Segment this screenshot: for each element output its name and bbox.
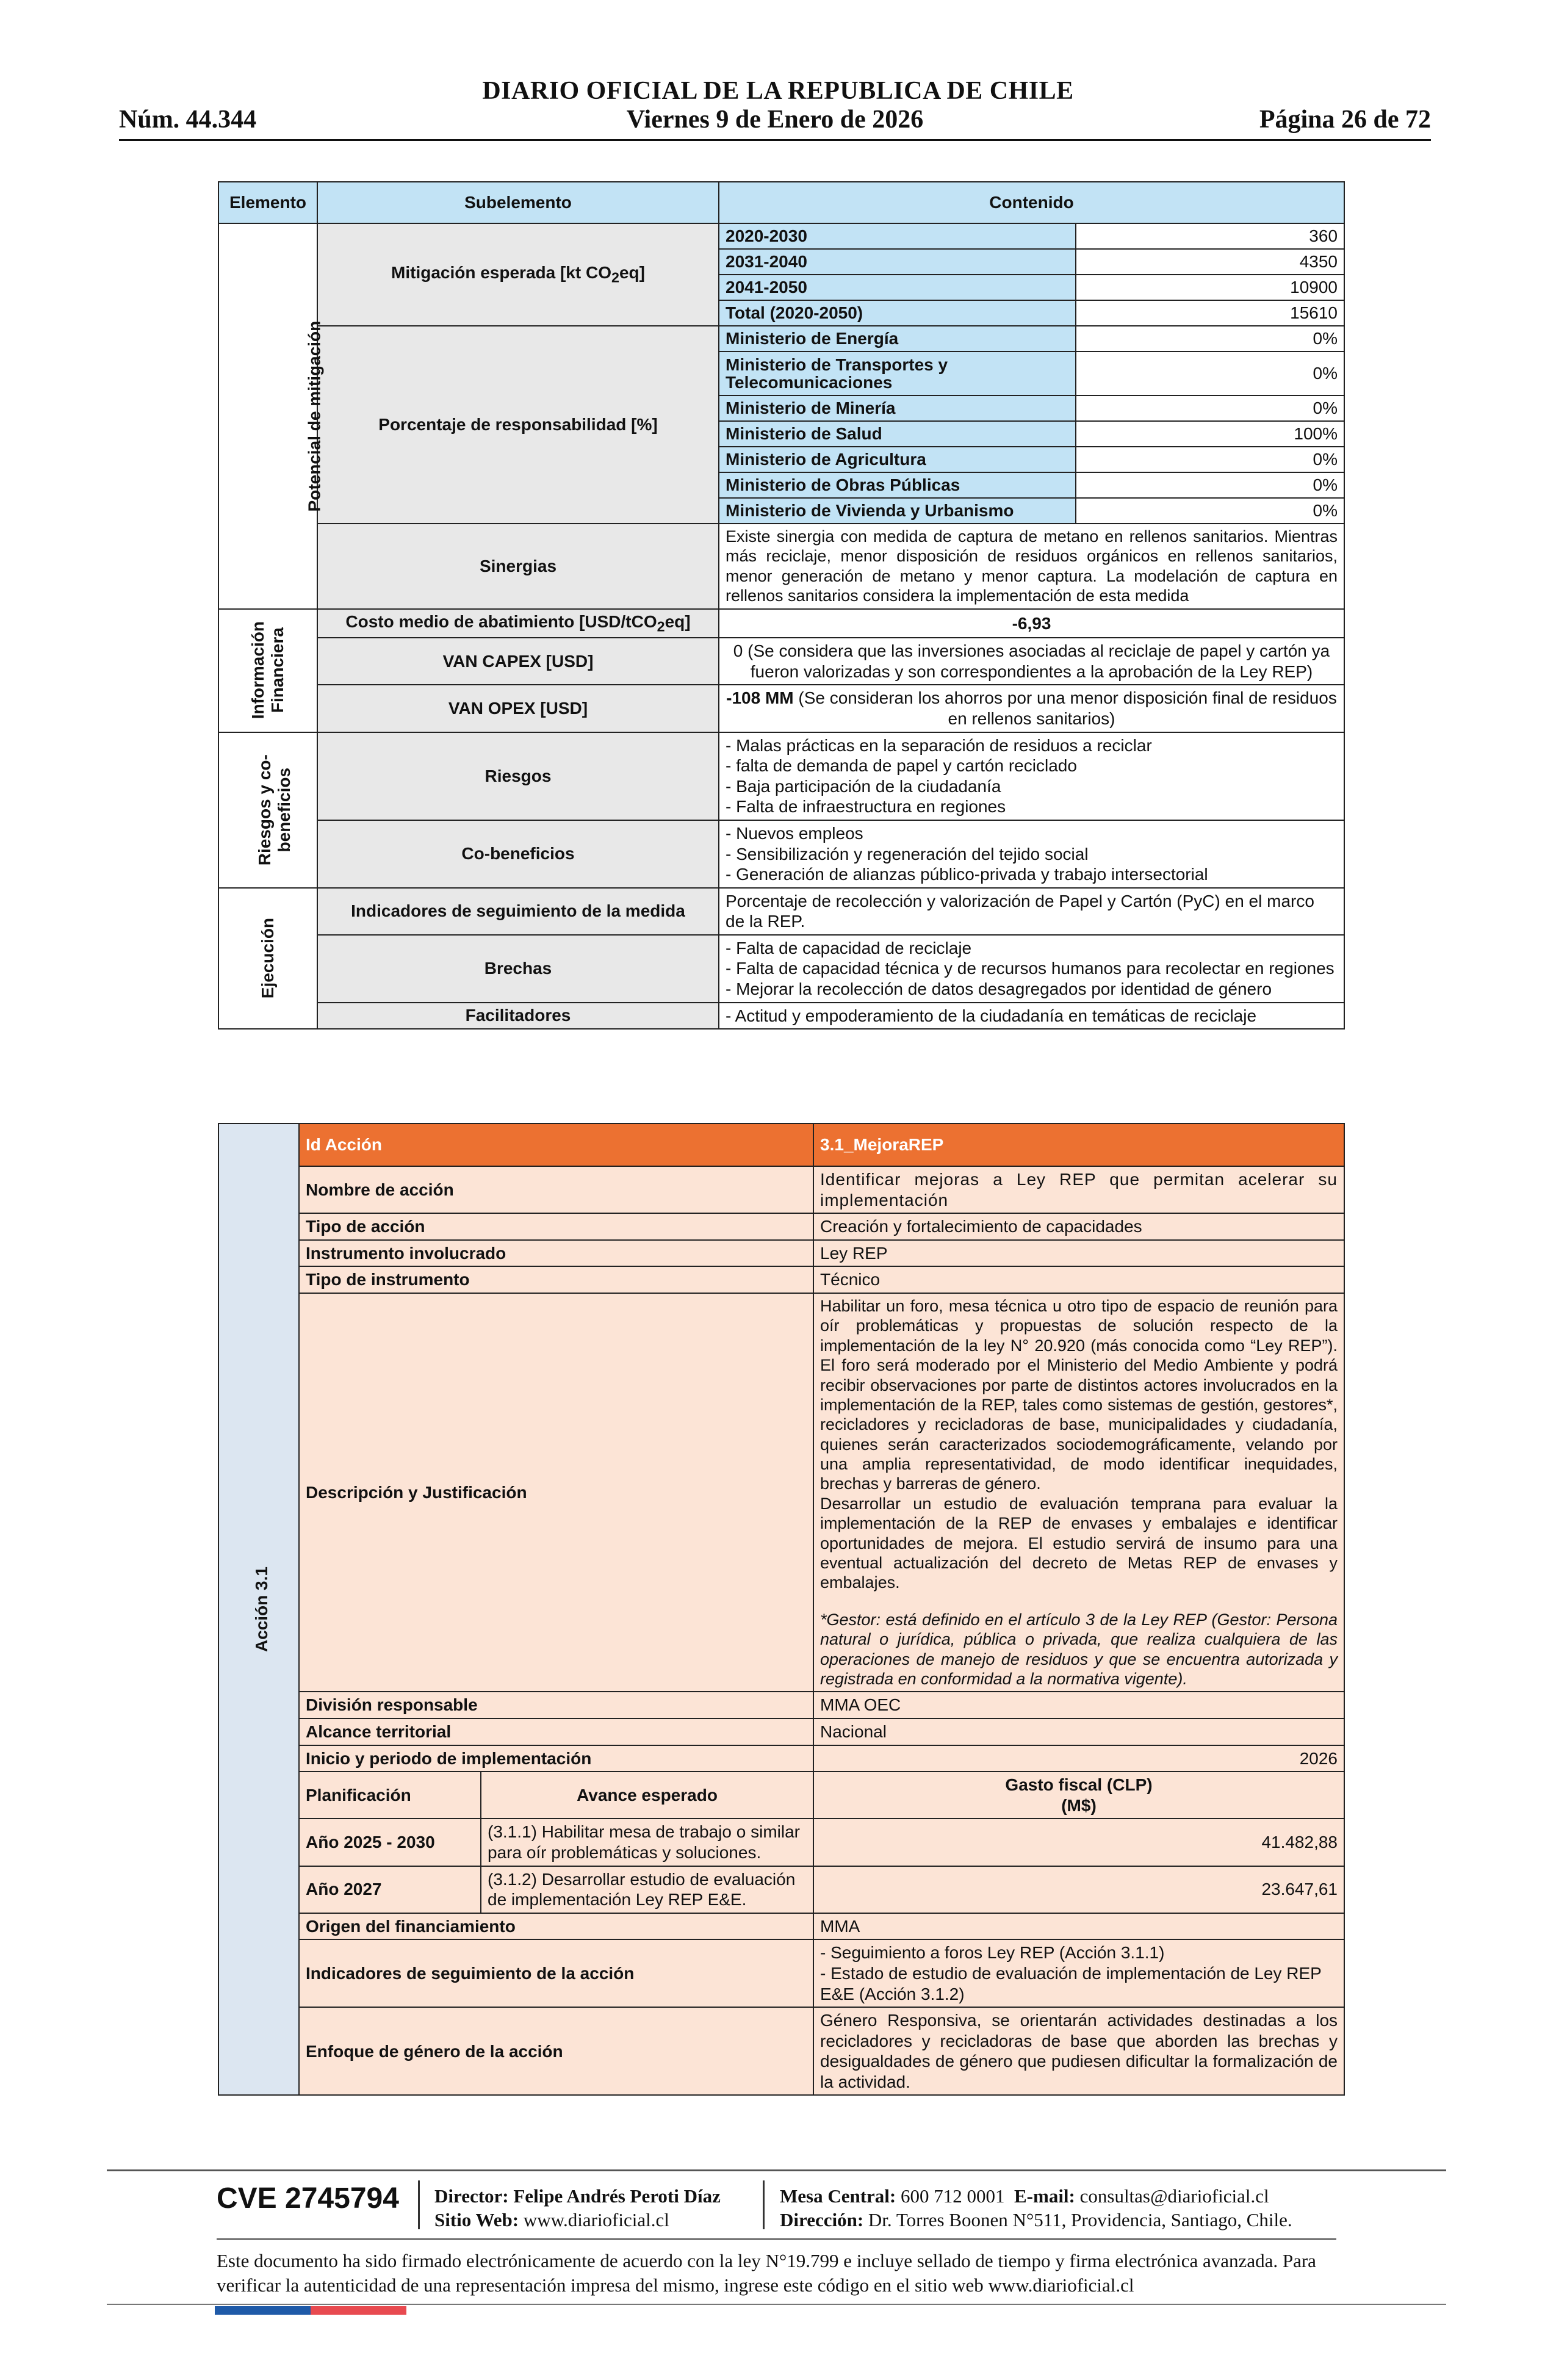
period-value: 360 — [1076, 223, 1344, 249]
table-row — [218, 1819, 1344, 1866]
row-label: Enfoque de género de la acción — [299, 2007, 813, 2095]
table-row — [218, 1166, 1344, 1213]
row-label: Tipo de instrumento — [299, 1266, 813, 1293]
list-item: - Falta de capacidad de reciclaje — [726, 938, 972, 957]
flag-bar-blue — [215, 2306, 311, 2315]
header-row — [119, 105, 1431, 135]
row-label: Nombre de acción — [299, 1166, 813, 1213]
table-row — [218, 1123, 1344, 1166]
footer-rule — [107, 2304, 1446, 2305]
period-value: 4350 — [1076, 249, 1344, 275]
table-row — [218, 638, 1344, 685]
footer-contact: Mesa Central: 600 712 0001 E-mail: consultas@diarioficial.cl Dirección: Dr. Torres Boonen N°511, Providencia, Santiago, Chile. — [780, 2185, 1292, 2230]
descripcion-text — [813, 1293, 1344, 1692]
period-label: 2020-2030 — [719, 223, 1076, 249]
row-value: Género Responsiva, se orientarán actividades destinadas a los recicladores y recicladoras de base que aborden las brechas y desigualdades de género que pudiesen dificultar la formalización de la actividad. — [813, 2007, 1344, 2095]
group-ejecucion — [218, 888, 317, 1030]
group-label: Ejecución — [258, 918, 277, 999]
planificacion-label: Planificación — [299, 1772, 481, 1819]
row-value: Creación y fortalecimiento de capacidades — [813, 1213, 1344, 1240]
ministry-value: 0% — [1076, 447, 1344, 472]
table-row — [218, 1718, 1344, 1745]
row-value: 2026 — [813, 1745, 1344, 1772]
footer-divider — [418, 2180, 420, 2229]
header-rule — [119, 139, 1431, 141]
row-label: Alcance territorial — [299, 1718, 813, 1745]
id-accion-value: 3.1_MejoraREP — [813, 1123, 1344, 1166]
plan-avance: (3.1.2) Desarrollar estudio de evaluación de implementación Ley REP E&E. — [481, 1866, 813, 1913]
plan-gasto: 41.482,88 — [813, 1819, 1344, 1866]
issue-date: Viernes 9 de Enero de 2026 — [626, 106, 924, 134]
website-link[interactable]: www.diarioficial.cl — [523, 2209, 669, 2230]
table-row — [218, 888, 1344, 935]
row-label: Inicio y periodo de implementación — [299, 1745, 813, 1772]
action-label: Acción 3.1 — [251, 1567, 271, 1653]
plan-avance: (3.1.1) Habilitar mesa de trabajo o similar para oír problemáticas y soluciones. — [481, 1819, 813, 1866]
ministry-label: Ministerio de Obras Públicas — [719, 472, 1076, 498]
newspaper-title: DIARIO OFICIAL DE LA REPUBLICA DE CHILE — [482, 77, 1074, 105]
plan-year: Año 2025 - 2030 — [299, 1819, 481, 1866]
row-value: Identificar mejoras a Ley REP que permitan acelerar su implementación — [813, 1166, 1344, 1213]
row-label: División responsable — [299, 1692, 813, 1718]
cve-code: CVE 2745794 — [217, 2182, 399, 2215]
ministry-value: 0% — [1076, 352, 1344, 395]
sinergias-text: Existe sinergia con medida de captura de metano en rellenos sanitarios. Mientras más reciclaje, menor disposición de residuos orgánicos en rellenos sanitarios, menor generación de metano y menor captura. La modelación de captura en rellenos sanitarios considera la implementación de esta medida — [719, 524, 1344, 609]
sub-cobeneficios: Co-beneficios — [317, 820, 719, 888]
table-row — [218, 1240, 1344, 1267]
descripcion-note: *Gestor: está definido en el artículo 3 de la Ley REP (Gestor: Persona natural o jurídica, pública o privada, que realiza cualquiera de las operaciones de manejo de residuos y que se encuentra autorizada y registrada en conformidad a la normativa vigente). — [820, 1610, 1338, 1688]
table-row — [218, 609, 1344, 638]
ministry-value: 0% — [1076, 472, 1344, 498]
costo-value: -6,93 — [719, 609, 1344, 638]
row-value: Nacional — [813, 1718, 1344, 1745]
ministry-label: Ministerio de Salud — [719, 421, 1076, 447]
list-item: - Baja participación de la ciudadanía — [726, 776, 1001, 796]
footer-rule — [107, 2169, 1446, 2171]
table-row — [218, 732, 1344, 820]
row-label: Instrumento involucrado — [299, 1240, 813, 1267]
sub-riesgos: Riesgos — [317, 732, 719, 820]
table-row — [218, 1913, 1344, 1940]
list-item: - falta de demanda de papel y cartón reciclado — [726, 756, 1077, 776]
period-label: Total (2020-2050) — [719, 300, 1076, 326]
action-table — [218, 1123, 1345, 2096]
list-item: - Malas prácticas en la separación de residuos a reciclar — [726, 735, 1152, 755]
issue-number: Núm. 44.344 — [119, 106, 257, 134]
footer-rule — [217, 2238, 1336, 2240]
table-row — [218, 1293, 1344, 1692]
row-value: Ley REP — [813, 1240, 1344, 1267]
action-side-label — [218, 1123, 299, 2095]
footer-note: Este documento ha sido firmado electrónicamente de acuerdo con la ley N°19.799 e incluye sellado de tiempo y firma electrónica avanzada. Para verificar la autenticidad de una representación impresa del mismo, ingrese este código en el sitio web www.diarioficial.cl — [217, 2250, 1316, 2296]
riesgos-list — [719, 732, 1344, 820]
avance-label: Avance esperado — [481, 1772, 813, 1819]
measure-table — [218, 181, 1345, 1030]
page-indicator: Página 26 de 72 — [1259, 106, 1431, 134]
sub-costo: Costo medio de abatimiento [USD/tCO$_2$eq] — [317, 609, 719, 638]
table-header-row — [218, 182, 1344, 223]
period-label: 2031-2040 — [719, 249, 1076, 275]
list-item: - Seguimiento a foros Ley REP (Acción 3.1.1) — [820, 1943, 1165, 1963]
period-value: 10900 — [1076, 275, 1344, 300]
sub-van-opex: VAN OPEX [USD] — [317, 685, 719, 732]
sub-van-capex: VAN CAPEX [USD] — [317, 638, 719, 685]
list-item: - Generación de alianzas público-privada y trabajo intersectorial — [726, 865, 1208, 884]
row-label: Origen del financiamiento — [299, 1913, 813, 1940]
sub-sinergias: Sinergias — [317, 524, 719, 609]
period-value: 15610 — [1076, 300, 1344, 326]
ministry-label: Ministerio de Agricultura — [719, 447, 1076, 472]
table-row — [218, 2007, 1344, 2095]
sub-brechas: Brechas — [317, 935, 719, 1003]
table-row — [218, 1745, 1344, 1772]
id-accion-label: Id Acción — [299, 1123, 813, 1166]
email-link[interactable]: consultas@diarioficial.cl — [1079, 2185, 1269, 2207]
ministry-value: 100% — [1076, 421, 1344, 447]
table-row — [218, 685, 1344, 732]
footer-divider — [763, 2180, 765, 2229]
table-row — [218, 326, 1344, 352]
cobeneficios-list — [719, 820, 1344, 888]
group-financiera — [218, 609, 317, 732]
table-row — [218, 1692, 1344, 1718]
row-label: Indicadores de seguimiento de la acción — [299, 1939, 813, 2007]
table-row — [218, 935, 1344, 1003]
list-item: - Mejorar la recolección de datos desagregados por identidad de género — [726, 979, 1272, 999]
brechas-list — [719, 935, 1344, 1003]
period-label: 2041-2050 — [719, 275, 1076, 300]
list-item: - Falta de infraestructura en regiones — [726, 797, 1006, 817]
van-opex-text: -108 MM (Se consideran los ahorros por una menor disposición final de residuos en rellenos sanitarios) — [719, 685, 1344, 732]
group-potencial — [218, 223, 324, 609]
row-value: MMA — [813, 1913, 1344, 1940]
group-label: Riesgos y co- beneficios — [254, 754, 294, 866]
table-row — [218, 1213, 1344, 1240]
list-item: - Falta de capacidad técnica y de recursos humanos para recolectar en regiones — [726, 959, 1334, 978]
indicadores-text: Porcentaje de recolección y valorización de Papel y Cartón (PyC) en el marco de la REP. — [719, 888, 1344, 935]
col-header-contenido: Contenido — [719, 182, 1344, 223]
row-label: Tipo de acción — [299, 1213, 813, 1240]
table-row — [218, 1772, 1344, 1819]
sub-facilitadores: Facilitadores — [317, 1003, 719, 1030]
table-row — [218, 1939, 1344, 2007]
table-row — [218, 1866, 1344, 1913]
flag-bar-red — [311, 2306, 406, 2315]
row-value: Técnico — [813, 1266, 1344, 1293]
sub-mitigacion: Mitigación esperada [kt $CO_2eq$] — [317, 223, 719, 326]
plan-gasto: 23.647,61 — [813, 1866, 1344, 1913]
col-header-subelemento: Subelemento — [317, 182, 719, 223]
table-row — [218, 1003, 1344, 1030]
table-row — [218, 820, 1344, 888]
plan-year: Año 2027 — [299, 1866, 481, 1913]
group-label: Información Financiera — [248, 621, 287, 719]
group-label: Potencial de mitigación — [304, 320, 324, 512]
gasto-label: Gasto fiscal (CLP) (M$) — [813, 1772, 1344, 1819]
ministry-label: Ministerio de Transportes y Telecomunicaciones — [719, 352, 1076, 395]
sub-responsabilidad: Porcentaje de responsabilidad [%] — [317, 326, 719, 524]
list-item: - Nuevos empleos — [726, 823, 863, 843]
ministry-label: Ministerio de Energía — [719, 326, 1076, 352]
facilitadores-text: - Actitud y empoderamiento de la ciudadanía en temáticas de reciclaje — [719, 1003, 1344, 1030]
ministry-value: 0% — [1076, 326, 1344, 352]
list-item: - Sensibilización y regeneración del tejido social — [726, 844, 1089, 864]
van-capex-text: 0 (Se considera que las inversiones asociadas al reciclaje de papel y cartón ya fueron valorizadas y son correspondientes a la aprobación de la Ley REP) — [719, 638, 1344, 685]
ministry-value: 0% — [1076, 395, 1344, 421]
descripcion-p1: Habilitar un foro, mesa técnica u otro tipo de espacio de reunión para oír problemáticas y propuestas de solución respecto de la implementación de la ley N° 20.920 (más conocida como “Ley REP”). El foro será moderado por el Ministerio del Medio Ambiente y podrá recibir observaciones por parte de distintos actores involucrados en la implementación de la REP, tales como sistemas de gestión, gestores*, recicladores y recicladoras de base, municipalidades y ciudadanía, quienes serán caracterizados sociodemográficamente, velando por una amplia representatividad, de modo identificar inequidades, brechas y barreras de género. — [820, 1296, 1338, 1493]
row-value: MMA OEC — [813, 1692, 1344, 1718]
ministry-label: Ministerio de Vivienda y Urbanismo — [719, 498, 1076, 524]
ministry-label: Ministerio de Minería — [719, 395, 1076, 421]
indicadores-list — [813, 1939, 1344, 2007]
table-row — [218, 223, 1344, 249]
descripcion-label: Descripción y Justificación — [299, 1293, 813, 1692]
col-header-elemento: Elemento — [218, 182, 317, 223]
group-riesgos — [218, 732, 317, 888]
list-item: - Estado de estudio de evaluación de implementación de Ley REP E&E (Acción 3.1.2) — [820, 1963, 1322, 2003]
ministry-value: 0% — [1076, 498, 1344, 524]
table-row — [218, 524, 1344, 609]
descripcion-p2: Desarrollar un estudio de evaluación temprana para evaluar la implementación de la REP de envases y embalajes e identificar oportunidades de mejora. El estudio servirá de insumo para una eventual actualización del decreto de Metas REP de envases y embalajes. — [820, 1494, 1338, 1592]
table-row — [218, 1266, 1344, 1293]
footer-director: Director: Felipe Andrés Peroti Díaz Sitio Web: www.diarioficial.cl — [434, 2185, 721, 2230]
sub-indicadores: Indicadores de seguimiento de la medida — [317, 888, 719, 935]
